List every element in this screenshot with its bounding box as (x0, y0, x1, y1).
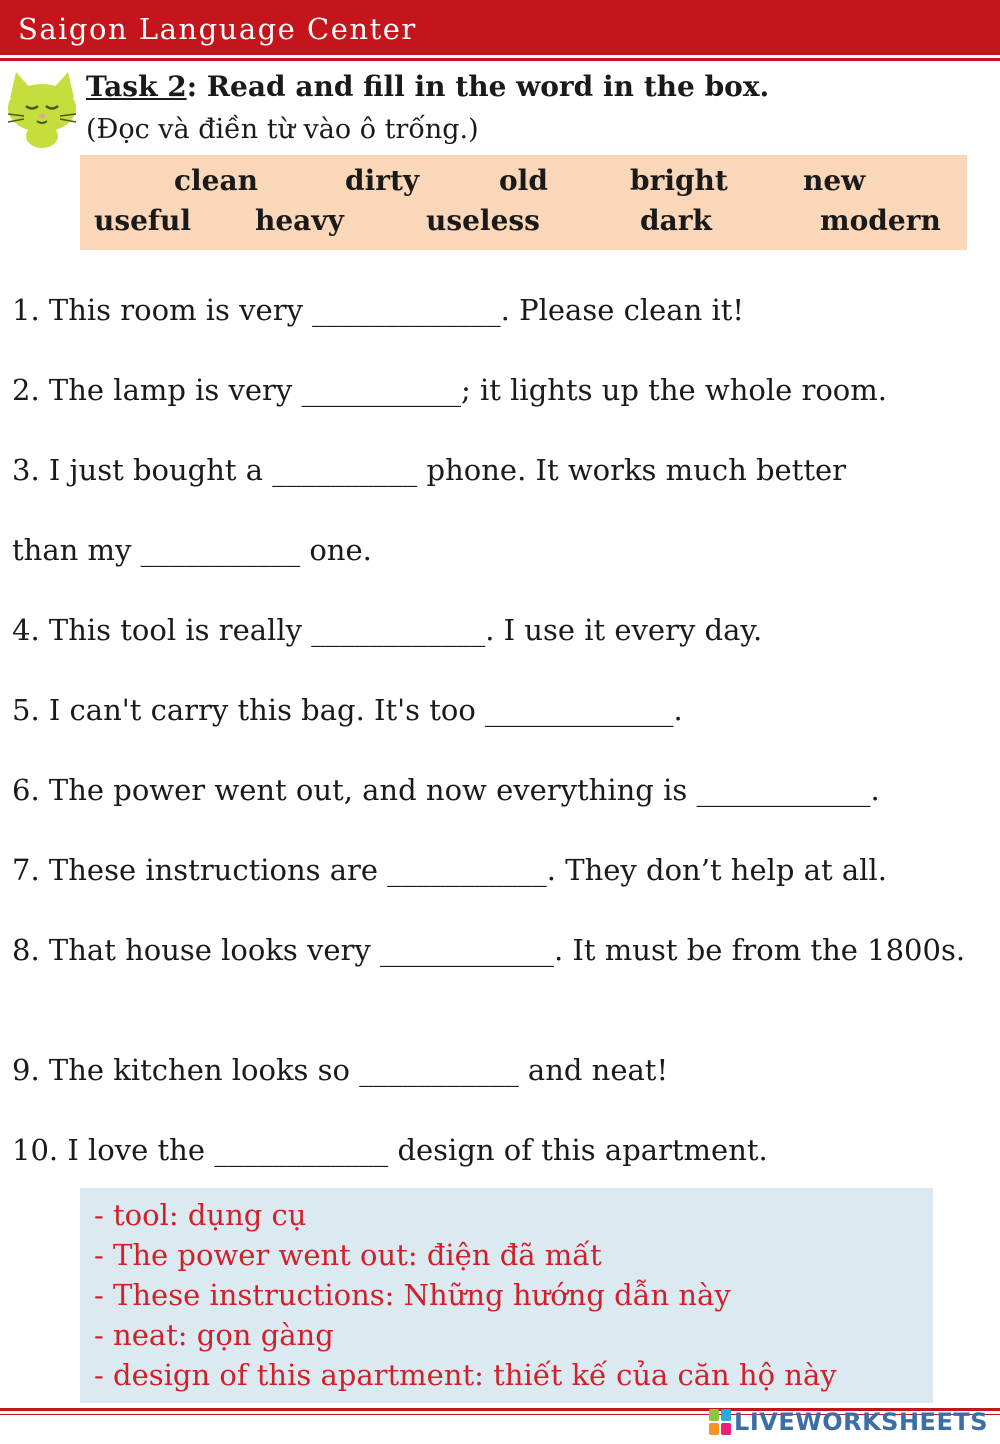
word-item: useless (426, 204, 540, 237)
word-item: dirty (345, 164, 420, 197)
question-9: 9. The kitchen looks so ___________ and neat! (12, 1053, 669, 1087)
task-translation: (Đọc và điền từ vào ô trống.) (86, 114, 479, 145)
word-item: modern (820, 204, 941, 237)
note-item: - design of this apartment: thiết kế của căn hộ này (94, 1358, 837, 1392)
question-3: 3. I just bought a __________ phone. It works much better (12, 453, 847, 487)
question-5: 5. I can't carry this bag. It's too _____________. (12, 693, 683, 727)
cat-mascot-icon (2, 68, 82, 148)
note-item: - These instructions: Những hướng dẫn này (94, 1278, 731, 1312)
word-item: bright (630, 164, 728, 197)
school-name: Saigon Language Center (18, 12, 417, 46)
note-item: - The power went out: điện đã mất (94, 1238, 602, 1272)
task-label: Task 2 (86, 70, 187, 103)
word-item: clean (174, 164, 258, 197)
vocabulary-notes (80, 1188, 933, 1403)
word-box (80, 155, 967, 250)
task-heading (86, 70, 769, 103)
word-item: dark (640, 204, 712, 237)
question-6: 6. The power went out, and now everything is ____________. (12, 773, 880, 807)
question-7: 7. These instructions are ___________. They don’t help at all. (12, 853, 887, 887)
question-2: 2. The lamp is very ___________; it lights up the whole room. (12, 373, 887, 407)
question-4: 4. This tool is really ____________. I use it every day. (12, 613, 763, 647)
brand-name: LIVEWORKSHEETS (734, 1408, 988, 1436)
question-3-continued: than my ___________ one. (12, 533, 372, 567)
liveworksheets-logo-icon (709, 1409, 731, 1435)
task-instruction: : Read and fill in the word in the box. (186, 70, 770, 103)
header-divider (0, 58, 1000, 61)
word-item: heavy (255, 204, 344, 237)
question-10: 10. I love the ____________ design of this apartment. (12, 1133, 768, 1167)
word-item: new (803, 164, 866, 197)
note-item: - tool: dụng cụ (94, 1198, 307, 1232)
word-item: old (499, 164, 548, 197)
header-bar (0, 0, 1000, 55)
liveworksheets-logo[interactable] (709, 1404, 988, 1440)
question-1: 1. This room is very _____________. Please clean it! (12, 293, 745, 327)
question-8: 8. That house looks very ____________. It must be from the 1800s. (12, 933, 966, 967)
word-item: useful (94, 204, 191, 237)
note-item: - neat: gọn gàng (94, 1318, 334, 1352)
